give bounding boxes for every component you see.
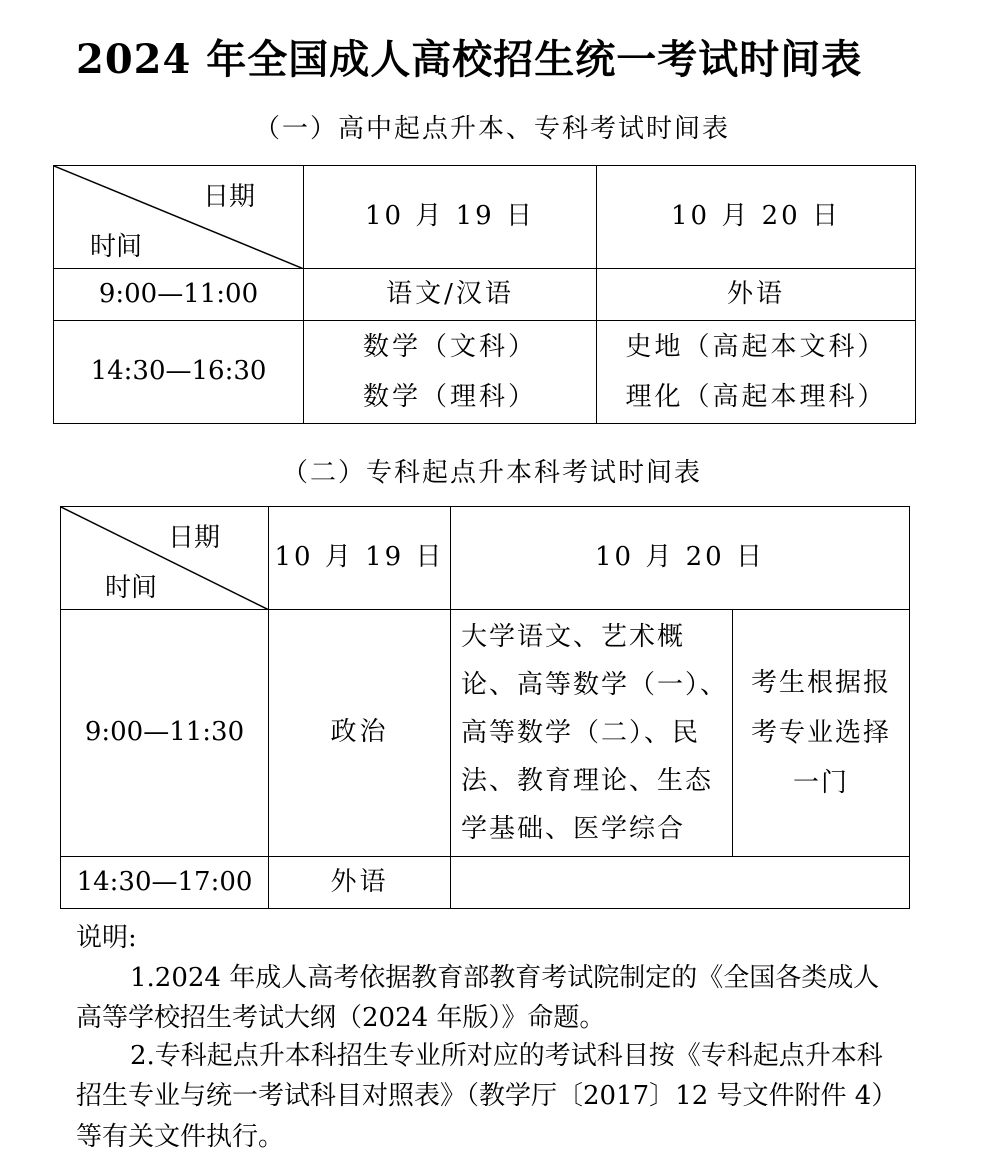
exam-note-line: 考生根据报 [750,668,891,698]
exam-subject-line: 学基础、医学综合 [461,814,686,844]
note-item-2: 2.专科起点升本科招生专业所对应的考试科目按《专科起点升本科招生专业与统一考试科目对照表》（教学厅〔2017〕12 号文件附件 4）等有关文件执行。 [76,1041,885,1152]
exam-subject: 理化（高起本理科） [625,382,887,412]
exam-subject: 语文/汉语 [386,278,514,309]
exam-subject-line: 论、高等数学（一）、 [461,670,729,700]
table-header-row [54,166,916,269]
exam-subject: 数学（文科） [362,332,537,362]
header-date-label: 日期 [167,523,220,553]
exam-subject-line: 大学语文、艺术概 [461,622,686,652]
exam-cell [304,269,597,321]
exam-subject-line: 法、教育理论、生态 [461,766,714,796]
exam-subject: 数学（理科） [362,382,537,412]
diagonal-header-cell [54,166,304,269]
note-item-1: 1.2024 年成人高考依据教育部教育考试院制定的《全国各类成人高等学校招生考试大纲（2024 年版）》命题。 [76,963,880,1034]
table2-caption: （二）专科起点升本科考试时间表 [281,458,702,488]
exam-schedule-table-1 [53,165,916,424]
diagonal-header-cell [61,507,269,610]
table-header-row [61,507,910,610]
page-title: 2024 年全国成人高校招生统一考试时间表 [76,36,863,83]
empty-cell [451,857,910,909]
exam-note-line: 考专业选择 [750,718,891,748]
header-time-label: 时间 [105,573,158,603]
exam-note-cell [733,610,910,857]
column-header-oct19: 10 月 19 日 [304,166,597,269]
exam-note-line: 一门 [792,768,849,798]
header-date-label: 日期 [202,182,255,212]
table-row [61,610,910,857]
exam-subject: 外语 [726,278,785,309]
table-row [61,857,910,909]
table-row [54,321,916,424]
column-header-oct20: 10 月 20 日 [597,166,916,269]
table-row [54,269,916,321]
exam-subject: 史地（高起本文科） [625,332,887,362]
exam-cell: 政治 [269,610,451,857]
column-header-oct20: 10 月 20 日 [451,507,910,610]
exam-subject-line: 高等数学（二）、民 [461,718,701,748]
exam-cell [304,321,597,424]
exam-subjects-cell [451,610,733,857]
column-header-oct19: 10 月 19 日 [269,507,451,610]
time-cell: 14:30—16:30 [54,321,304,424]
exam-cell [597,321,916,424]
notes-label: 说明: [76,923,137,953]
header-time-label: 时间 [90,232,143,262]
exam-schedule-table-2 [60,506,910,909]
exam-cell: 外语 [269,857,451,909]
table1-caption: （一）高中起点升本、专科考试时间表 [253,114,730,144]
diagonal-line [61,507,269,610]
time-cell: 14:30—17:00 [61,857,269,909]
exam-cell [597,269,916,321]
time-cell: 9:00—11:30 [61,610,269,857]
time-cell: 9:00—11:00 [54,269,304,321]
